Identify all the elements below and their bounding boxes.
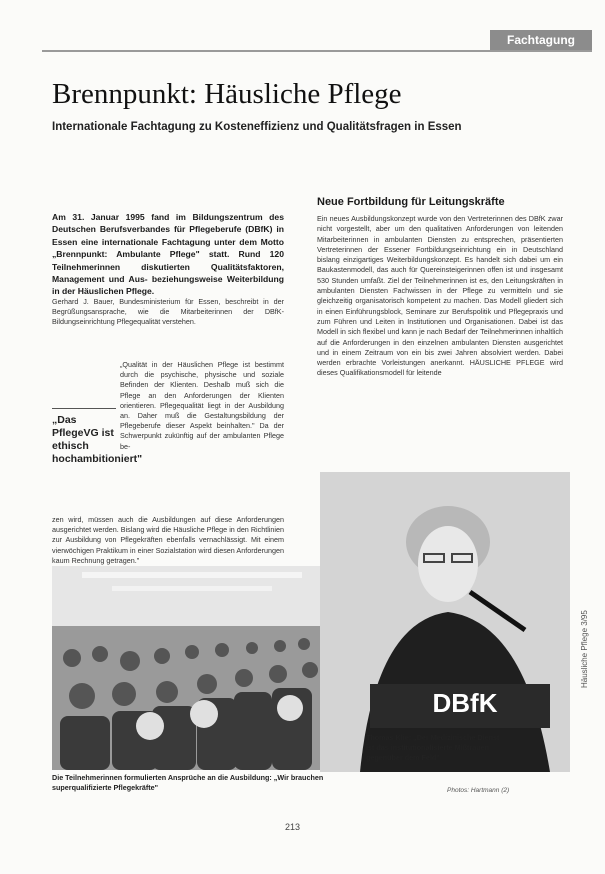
lead-paragraph: Am 31. Januar 1995 fand im Bildungszentrum des Deutschen Berufsverbandes für Pflegeberufe (DBfK) in Essen eine internationale Fachtagung unter dem Motto „Brennpunkt: Ambulante Pflege" statt. Rund 120 Teilnehmerinnen diskutierten Qualitätsfaktoren, Management und Aus- beziehungsweise Weiterbildung in der Häuslichen Pflege. [52, 212, 284, 297]
body-paragraph-3: zen wird, müssen auch die Ausbildungen auf diese Anforderungen ausgerichtet werden. Bislang wird die Häusliche Pflege in den Richtlinien zur Ausbildung von Pflegekräften ebenfalls vernachlässigt. Mit einem vierwöchigen Praktikum in einer Sozialstation wird diesen Anforderungen kaum Rechnung getragen." [52, 515, 284, 565]
body-paragraph-4: Ein neues Ausbildungskonzept wurde von den Vertreterinnen des DBfK zwar nicht vorgestellt, aber um den qualitativen Anforderungen von leitenden Mitarbeiterinnen in ambulanten Diensten zu entsprechen, präsentierten Vertreterinnen der Essener Fortbildungseinrichtung ein in Deutschland bislang einzigartiges Weiterbildungskonzept. Es handelt sich dabei um ein Baukastenmodell, das auch für Quereinsteigerinnen offen ist und insgesamt 530 Stunden umfaßt. Ziel der Teilnehmerinnen ist es, den Leitungskräften in ambulanten Diensten Fachwissen in der Pflege zu vermitteln und sie gleichzeitig organisatorisch kompetent zu machen. Das Modell gliedert sich in einen Einführungsblock, Seminare zur Berufspolitik und Pflegepraxis und zum Führen und Leiten in Institutionen und Organisationen. Dabei ist das Modell in sich flexibel und kann je nach Bedarf der Teilnehmerinnen inhaltlich auf die Anforderungen in den einzelnen ambulanten Diensten ausgerichtet und in einem Zeitraum von ein bis zwei Jahren absolviert werden. Dabei werden erbrachte Vorleistungen anerkannt. HÄUSLICHE PFLEGE wird dieses Qualifikationsmodell für leitende [317, 214, 563, 378]
journal-sidebar: Häusliche Pflege 3/95 [580, 610, 589, 688]
article-title: Brennpunkt: Häusliche Pflege [52, 78, 402, 110]
photo-caption-audience: Die Teilnehmerinnen formulierten Ansprüche an die Ausbildung: „Wir brauchen superqualifizierte Pflegekräfte" [52, 773, 324, 792]
pull-quote: „Das PflegeVG ist ethisch hochambitioniert" [52, 414, 143, 465]
subheading: Neue Fortbildung für Leitungskräfte [317, 196, 505, 208]
photo-caption-speaker: Thomas Klie: „Der Medizinische Dienst ist das institutionalisierte Mißtrauen gegenüber dem Feld" [366, 733, 500, 762]
photo-credit: Photos: Hartmann (2) [447, 787, 510, 794]
body-paragraph-1: Gerhard J. Bauer, Bundesministerium für Essen, beschreibt in der Begrüßungsansprache, wie die Mitarbeiterinnen der DBfK-Bildungseinrichtung Pflegequalität verstehen. [52, 297, 284, 327]
section-rule [42, 50, 592, 52]
section-tab: Fachtagung [490, 30, 592, 50]
body-paragraph-2: „Qualität in der Häuslichen Pflege ist bestimmt durch die psychische, physische und soziale Befinden der Klienten. Deshalb muß sich die Pflege an den Anforderungen der Klienten orientieren. Pflegequalität liegt in der Ausbildung an. Daher muß die Gestaltungsbildung der Pflegeberufe dieser Aspekt beinhalten." Da der Schwerpunkt zukünftig auf der ambulanten Pflege be- [120, 360, 284, 451]
pull-quote-rule [52, 408, 116, 409]
page-number: 213 [285, 822, 301, 832]
speaker-photo [320, 472, 570, 772]
article-subtitle: Internationale Fachtagung zu Kosteneffizienz und Qualitätsfragen in Essen [52, 121, 462, 133]
audience-photo [52, 566, 328, 770]
banner-text: DBfK [432, 688, 498, 718]
